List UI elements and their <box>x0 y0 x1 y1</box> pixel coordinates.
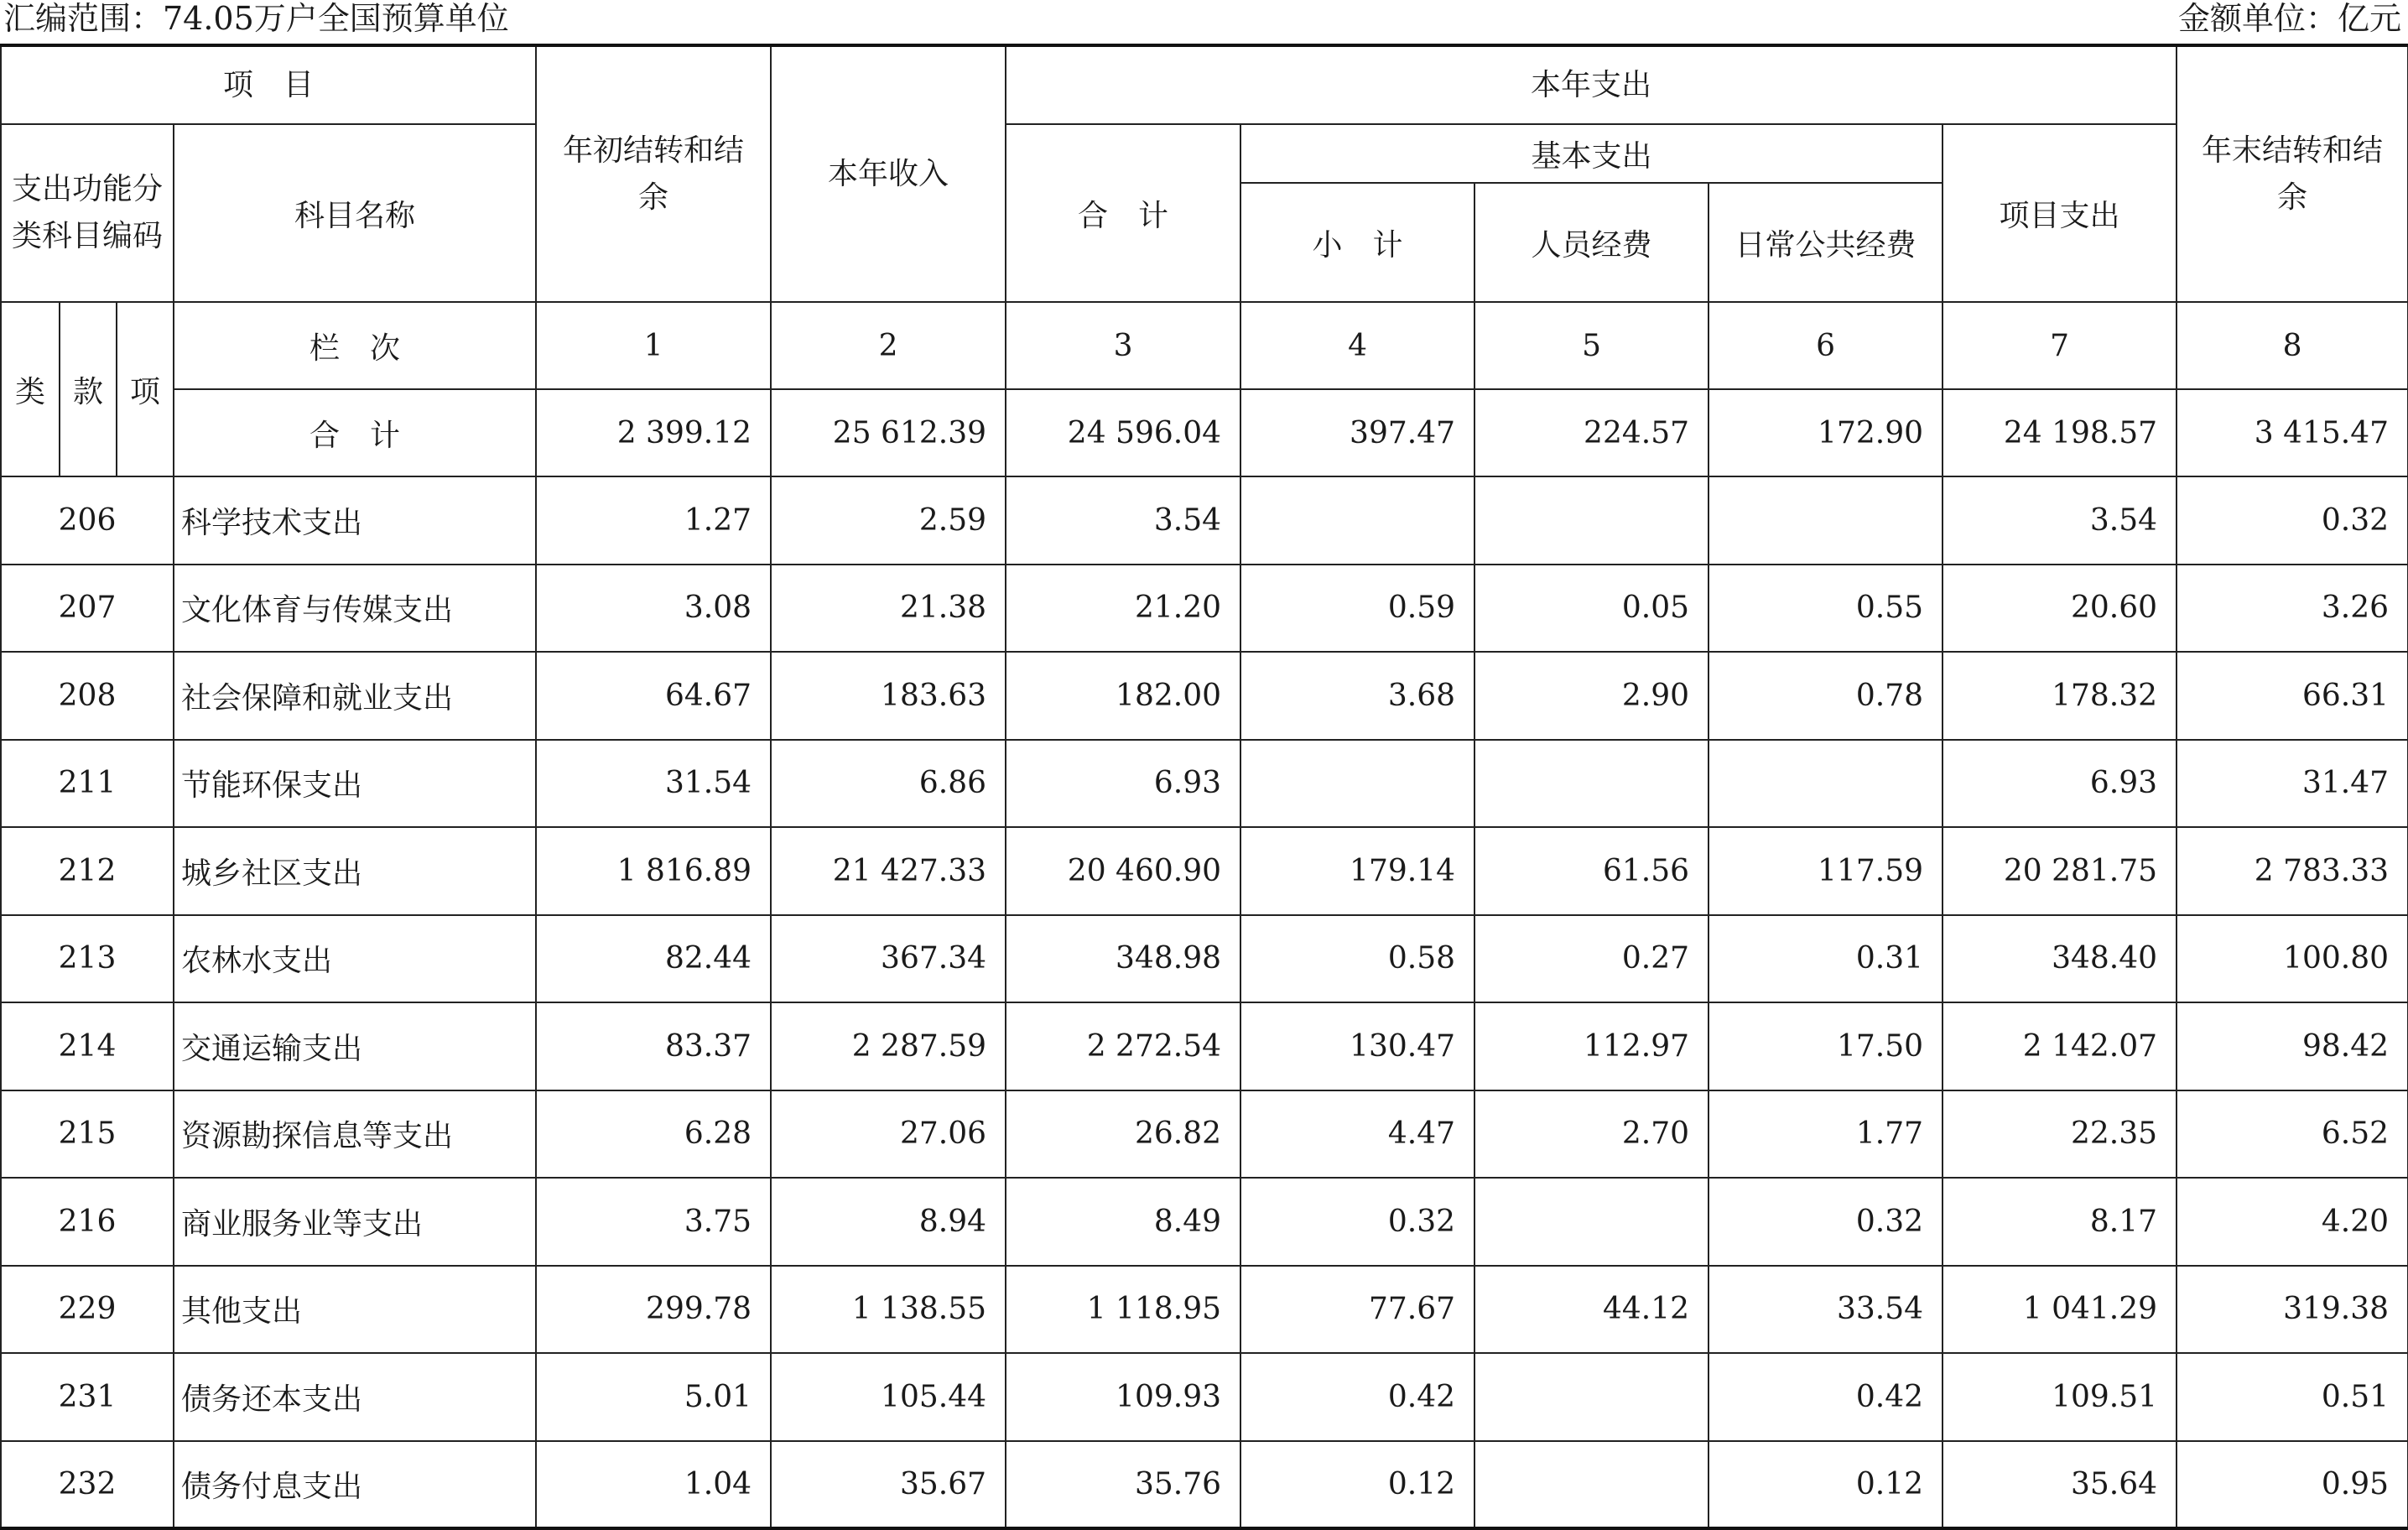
subject-name-header: 科目名称 <box>174 124 536 302</box>
table-row <box>1 476 2408 565</box>
value-cell: 1 041.29 <box>1943 1266 2177 1354</box>
value-cell: 98.42 <box>2177 1002 2408 1090</box>
value-cell: 35.76 <box>1006 1441 1240 1529</box>
value-cell: 61.56 <box>1474 827 1708 915</box>
value-cell <box>1240 476 1474 565</box>
value-cell: 3.75 <box>536 1178 771 1266</box>
total-cell: 24 198.57 <box>1943 389 2177 476</box>
value-cell: 82.44 <box>536 915 771 1003</box>
value-cell: 0.42 <box>1240 1353 1474 1441</box>
value-cell: 348.98 <box>1006 915 1240 1003</box>
column-number: 5 <box>1474 302 1708 389</box>
total-cell: 397.47 <box>1240 389 1474 476</box>
value-cell: 0.58 <box>1240 915 1474 1003</box>
total-cell: 2 399.12 <box>536 389 771 476</box>
value-cell: 4.20 <box>2177 1178 2408 1266</box>
value-cell: 3.54 <box>1006 476 1240 565</box>
value-cell: 44.12 <box>1474 1266 1708 1354</box>
value-cell <box>1708 740 1943 828</box>
column-number: 4 <box>1240 302 1474 389</box>
value-cell: 178.32 <box>1943 652 2177 740</box>
table-row <box>1 1002 2408 1090</box>
subject-name-cell: 交通运输支出 <box>174 1002 536 1090</box>
value-cell: 0.32 <box>1708 1178 1943 1266</box>
table-row <box>1 652 2408 740</box>
subject-code-cell: 212 <box>1 827 174 915</box>
table-row <box>1 827 2408 915</box>
value-cell: 20.60 <box>1943 565 2177 653</box>
column-number: 6 <box>1708 302 1943 389</box>
subject-code-cell: 213 <box>1 915 174 1003</box>
value-cell <box>1474 1353 1708 1441</box>
subject-code-cell: 206 <box>1 476 174 565</box>
value-cell: 105.44 <box>771 1353 1006 1441</box>
value-cell: 0.42 <box>1708 1353 1943 1441</box>
end-balance-header: 年末结转和结余 <box>2177 45 2408 302</box>
compilation-scope: 汇编范围：74.05万户全国预算单位 <box>3 0 509 37</box>
value-cell: 4.47 <box>1240 1090 1474 1179</box>
value-cell <box>1474 1441 1708 1529</box>
column-number-label: 栏 次 <box>174 302 536 389</box>
value-cell: 2 272.54 <box>1006 1002 1240 1090</box>
value-cell: 0.12 <box>1708 1441 1943 1529</box>
table-row <box>1 1441 2408 1529</box>
value-cell: 179.14 <box>1240 827 1474 915</box>
value-cell: 0.32 <box>2177 476 2408 565</box>
value-cell: 109.51 <box>1943 1353 2177 1441</box>
value-cell: 183.63 <box>771 652 1006 740</box>
subject-code-cell: 232 <box>1 1441 174 1529</box>
subject-code-cell: 231 <box>1 1353 174 1441</box>
value-cell: 6.93 <box>1006 740 1240 828</box>
value-cell <box>1240 740 1474 828</box>
subject-name-cell: 债务还本支出 <box>174 1353 536 1441</box>
value-cell: 66.31 <box>2177 652 2408 740</box>
personnel-header: 人员经费 <box>1474 183 1708 302</box>
total-cell: 224.57 <box>1474 389 1708 476</box>
value-cell: 182.00 <box>1006 652 1240 740</box>
subject-code-cell: 215 <box>1 1090 174 1179</box>
subject-name-cell: 其他支出 <box>174 1266 536 1354</box>
table-row <box>1 1178 2408 1266</box>
value-cell: 2 783.33 <box>2177 827 2408 915</box>
table-row <box>1 565 2408 653</box>
value-cell: 6.28 <box>536 1090 771 1179</box>
value-cell: 112.97 <box>1474 1002 1708 1090</box>
expenditure-group-header: 本年支出 <box>1006 45 2177 124</box>
value-cell: 31.47 <box>2177 740 2408 828</box>
value-cell: 20 281.75 <box>1943 827 2177 915</box>
header-row-1 <box>1 45 2408 124</box>
table-row <box>1 1090 2408 1179</box>
value-cell: 17.50 <box>1708 1002 1943 1090</box>
value-cell: 64.67 <box>536 652 771 740</box>
subject-code-cell: 214 <box>1 1002 174 1090</box>
value-cell: 33.54 <box>1708 1266 1943 1354</box>
subject-name-cell: 科学技术支出 <box>174 476 536 565</box>
value-cell: 1 138.55 <box>771 1266 1006 1354</box>
value-cell: 3.68 <box>1240 652 1474 740</box>
value-cell: 6.52 <box>2177 1090 2408 1179</box>
column-number: 7 <box>1943 302 2177 389</box>
value-cell: 21 427.33 <box>771 827 1006 915</box>
value-cell: 1.04 <box>536 1441 771 1529</box>
value-cell: 319.38 <box>2177 1266 2408 1354</box>
column-number-row <box>1 302 2408 389</box>
value-cell: 100.80 <box>2177 915 2408 1003</box>
total-row-label: 合 计 <box>174 389 536 476</box>
value-cell: 117.59 <box>1708 827 1943 915</box>
table-row <box>1 740 2408 828</box>
value-cell: 0.55 <box>1708 565 1943 653</box>
column-number: 1 <box>536 302 771 389</box>
value-cell: 1.27 <box>536 476 771 565</box>
value-cell: 1 118.95 <box>1006 1266 1240 1354</box>
value-cell: 0.12 <box>1240 1441 1474 1529</box>
subject-name-cell: 商业服务业等支出 <box>174 1178 536 1266</box>
value-cell: 2 142.07 <box>1943 1002 2177 1090</box>
value-cell: 8.49 <box>1006 1178 1240 1266</box>
lei-header: 类 <box>1 302 60 476</box>
value-cell: 22.35 <box>1943 1090 2177 1179</box>
value-cell: 83.37 <box>536 1002 771 1090</box>
subject-code-cell: 229 <box>1 1266 174 1354</box>
value-cell: 26.82 <box>1006 1090 1240 1179</box>
total-cell: 172.90 <box>1708 389 1943 476</box>
value-cell: 2.70 <box>1474 1090 1708 1179</box>
subject-name-cell: 节能环保支出 <box>174 740 536 828</box>
value-cell: 31.54 <box>536 740 771 828</box>
subject-code-cell: 216 <box>1 1178 174 1266</box>
value-cell: 77.67 <box>1240 1266 1474 1354</box>
project-header: 项目支出 <box>1943 124 2177 302</box>
value-cell: 0.27 <box>1474 915 1708 1003</box>
table-row <box>1 1266 2408 1354</box>
value-cell: 6.86 <box>771 740 1006 828</box>
value-cell: 2 287.59 <box>771 1002 1006 1090</box>
total-cell: 25 612.39 <box>771 389 1006 476</box>
table-caption <box>0 0 2408 40</box>
table-row <box>1 915 2408 1003</box>
column-number: 8 <box>2177 302 2408 389</box>
value-cell: 109.93 <box>1006 1353 1240 1441</box>
budget-table <box>0 44 2408 1530</box>
value-cell: 3.54 <box>1943 476 2177 565</box>
value-cell: 0.32 <box>1240 1178 1474 1266</box>
value-cell: 35.64 <box>1943 1441 2177 1529</box>
value-cell <box>1708 476 1943 565</box>
value-cell: 21.38 <box>771 565 1006 653</box>
value-cell: 0.95 <box>2177 1441 2408 1529</box>
column-number: 3 <box>1006 302 1240 389</box>
value-cell: 35.67 <box>771 1441 1006 1529</box>
value-cell <box>1474 1178 1708 1266</box>
value-cell: 0.78 <box>1708 652 1943 740</box>
header-row-2 <box>1 124 2408 183</box>
xiang-header: 项 <box>117 302 174 476</box>
value-cell: 6.93 <box>1943 740 2177 828</box>
value-cell: 3.08 <box>536 565 771 653</box>
value-cell: 1.77 <box>1708 1090 1943 1179</box>
value-cell: 0.51 <box>2177 1353 2408 1441</box>
value-cell: 1 816.89 <box>536 827 771 915</box>
value-cell <box>1474 740 1708 828</box>
subject-name-cell: 文化体育与传媒支出 <box>174 565 536 653</box>
public-header: 日常公共经费 <box>1708 183 1943 302</box>
table-row <box>1 1353 2408 1441</box>
total-header: 合 计 <box>1006 124 1240 302</box>
value-cell: 0.05 <box>1474 565 1708 653</box>
value-cell: 0.59 <box>1240 565 1474 653</box>
subject-name-cell: 资源勘探信息等支出 <box>174 1090 536 1179</box>
value-cell: 21.20 <box>1006 565 1240 653</box>
basic-group-header: 基本支出 <box>1240 124 1943 183</box>
value-cell: 8.17 <box>1943 1178 2177 1266</box>
income-header: 本年收入 <box>771 45 1006 302</box>
kuan-header: 款 <box>60 302 117 476</box>
value-cell: 2.59 <box>771 476 1006 565</box>
subject-name-cell: 城乡社区支出 <box>174 827 536 915</box>
value-cell: 3.26 <box>2177 565 2408 653</box>
subject-code-cell: 207 <box>1 565 174 653</box>
total-cell: 3 415.47 <box>2177 389 2408 476</box>
subject-name-cell: 农林水支出 <box>174 915 536 1003</box>
value-cell: 0.31 <box>1708 915 1943 1003</box>
value-cell: 348.40 <box>1943 915 2177 1003</box>
amount-unit: 金额单位：亿元 <box>2177 0 2401 37</box>
value-cell: 20 460.90 <box>1006 827 1240 915</box>
total-row <box>1 389 2408 476</box>
column-number: 2 <box>771 302 1006 389</box>
value-cell: 27.06 <box>771 1090 1006 1179</box>
begin-balance-header: 年初结转和结余 <box>536 45 771 302</box>
value-cell <box>1474 476 1708 565</box>
code-group-header: 支出功能分类科目编码 <box>1 124 174 302</box>
subject-code-cell: 211 <box>1 740 174 828</box>
value-cell: 8.94 <box>771 1178 1006 1266</box>
value-cell: 2.90 <box>1474 652 1708 740</box>
value-cell: 130.47 <box>1240 1002 1474 1090</box>
subject-name-cell: 社会保障和就业支出 <box>174 652 536 740</box>
subject-name-cell: 债务付息支出 <box>174 1441 536 1529</box>
subject-code-cell: 208 <box>1 652 174 740</box>
subtotal-header: 小 计 <box>1240 183 1474 302</box>
value-cell: 5.01 <box>536 1353 771 1441</box>
value-cell: 367.34 <box>771 915 1006 1003</box>
item-header: 项 目 <box>1 45 536 124</box>
value-cell: 299.78 <box>536 1266 771 1354</box>
total-cell: 24 596.04 <box>1006 389 1240 476</box>
